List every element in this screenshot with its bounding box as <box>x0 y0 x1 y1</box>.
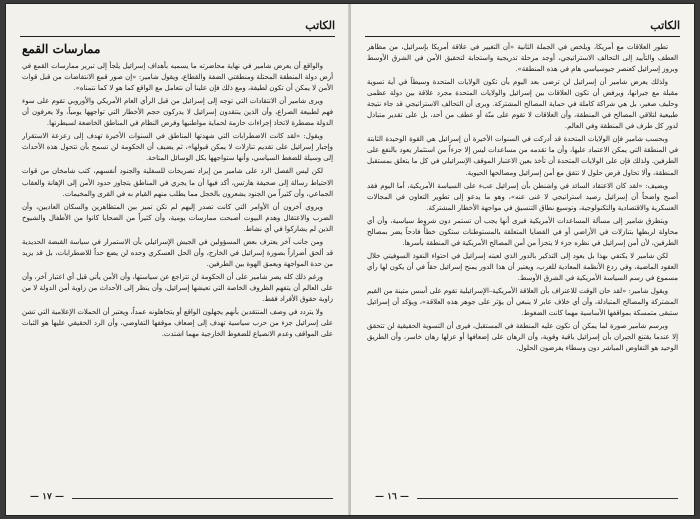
page-number: — ١٦ — <box>375 492 409 502</box>
paragraph: تطور العلاقات مع أمريكا، ويلخص في الجملة الثانية «أن التغيير في علاقة أمريكا بإسرائيل، من مظاهر العطف والتأييد إلى التحالف الاستراتيجي، أوجد مرحلة تدريجية واستجابة لتحقيق الأمن في الشرق الأوسط وبروز إسرائيل كعنصر جيوسياسي هام في هذه المنطقة». <box>367 43 678 74</box>
paragraph: ويرى شامير أن الانتقادات التي توجه إلى إسرائيل من قبل الرأي العام الأمريكي والأوروبي تقوم على سوء فهم لطبيعة الصراع، وأن الذين ينتقدون إسرائيل لا يدركون حجم الأخطار التي تواجهها يومياً، ولا يعرفون أن الدولة مضطرة لاتخاذ إجراءات حازمة لحماية مواطنيها وفرض النظام في المناطق الخاضعة لسيطرتها. <box>22 97 333 128</box>
paragraph: لكن شامير لا يكتفي بهذا بل يعود إلى التذكير بالدور الذي لعبته إسرائيل في احتواء النفوذ السوفيتي خلال العقود الماضية، وفي ردع الأنظمة المعادية للغرب، ويعتبر أن هذا الدور يمنح إسرائيل حقاً في أن يكون لها رأي مسموع في رسم السياسة الأمريكية في الشرق الأوسط. <box>367 251 678 282</box>
page-footer <box>22 492 333 504</box>
paragraph: ورغم ذلك كله يصر شامير على أن الحكومة لن تتراجع عن سياستها، وأن الأمن يأتي قبل أي اعتبار آخر، وأن على العالم أن يتفهم الظروف الخاصة التي تعيشها إسرائيل، وأن ينظر إلى الأحداث من زاوية أمن الدولة لا من زاوية حقوق الأفراد فقط. <box>22 272 333 303</box>
paragraph: ويقول شامير: «لقد حان الوقت للاعتراف بأن العلاقة الأمريكية–الإسرائيلية تقوم على أسس متينة من القيم المشتركة والمصالح المتبادلة، وأن أي خلاف عابر لا ينبغي أن يؤثر على جوهر هذه العلاقة»، ويؤكد أن إسرائيل ستبقى متمسكة بمواقفها الأساسية مهما كانت الضغوط. <box>367 286 678 318</box>
paragraph: والواقع أن يعرض شامير في نهاية محاضرته ما يسميه بأهداف إسرائيل يلجأ إلى تبرير ممارسات القمع في أرض دولة المنطقة المحتلة ومنطقتي الضفة والقطاع، ويقول شامير: «إن صور قمع الانتفاضات من قبل قوات الأمن لا يمكن أن تكون لطيفة، ومع ذلك فإن علينا أن نتعامل مع الواقع كما هو لا كما نتمناه». <box>22 62 333 93</box>
page-footer <box>367 492 678 504</box>
footer-rule <box>72 498 333 499</box>
running-head <box>20 18 335 37</box>
book-spread <box>6 4 694 515</box>
paragraph: ويروي آخرون أن الأوامر التي كانت تصدر إليهم لم تكن تميز بين المتظاهرين والسكان العاديين، وأن الضرب والاعتقال وهدم البيوت أصبحت ممارسات يومية، وأن كثيراً من الضحايا كانوا من الأطفال والشيوخ الذين لم يشاركوا في أي نشاط. <box>22 202 333 233</box>
paragraph: وبحسب شامير فإن الولايات المتحدة قد أدركت في السنوات الأخيرة أن إسرائيل هي القوة الوحيدة الثابتة في المنطقة التي يمكن الاعتماد عليها، وأن ما تقدمه من مساعدات ليس إلا جزءاً من استثمار يعود بالنفع على الطرفين. ولذلك فإن على الولايات المتحدة أن تأخذ بعين الاعتبار الموقف الإسرائيلي في كل ما يتعلق بمستقبل المنطقة، وألا تحاول فرض حلول لا تتفق مع أمن إسرائيل ومصالحها الحيوية. <box>367 135 678 177</box>
page-body <box>22 42 333 485</box>
paragraph: ويتطرق شامير إلى مسألة المساعدات الأمريكية فيرى أنها يجب أن تستمر دون شروط سياسية، وأن أي محاولة لربطها بتنازلات في الأراضي أو في القضايا المتعلقة بالمستوطنات ستكون خطأً فادحاً يضر بمصالح الطرفين، لأن أمن إسرائيل في نظره جزء لا يتجزأ من أمن المصالح الأمريكية في المنطقة بأسرها. <box>367 216 678 247</box>
page-number: — ١٧ — <box>30 492 64 502</box>
paragraph: ويقول: «لقد كانت الاضطرابات التي شهدتها المناطق في السنوات الأخيرة تهدف إلى زعزعة الاستقرار وإجبار إسرائيل على تقديم تنازلات لا يمكن قبولها»، ثم يضيف أن الحكومة لن تسمح بأن تتحول هذه الأحداث إلى وسيلة للضغط السياسي، وأنها ستواجهها بكل الوسائل المتاحة. <box>22 132 333 163</box>
page-body <box>367 42 678 485</box>
footer-rule <box>417 498 678 499</box>
paragraph: ولا يتردد في وصف المنتقدين بأنهم يجهلون الواقع أو يتجاهلونه عمداً، ويعتبر أن الحملات الإعلامية التي تشن على إسرائيل جزء من حرب سياسية تهدف إلى إضعاف موقفها التفاوضي، وأن الرد الحقيقي عليها هو الثبات على المواقف وعدم الانصياع للضغوط الخارجية مهما اشتدت. <box>22 308 333 339</box>
section-title: ممارسات القمع <box>22 42 101 56</box>
left-page <box>6 4 350 515</box>
paragraph: ولذلك يعرض شامير أن إسرائيل لن ترضى بعد اليوم بأن تكون الولايات المتحدة وسيطاً في أية تسوية مقبلة مع جيرانها، ويرفض أن تكون العلاقات بين إسرائيل والولايات المتحدة مجرد علاقة بين دولة عظمى وحليف صغير، بل هي شراكة كاملة في حماية المصالح المشتركة. ويرى أن التحالف الاستراتيجي قد جاء نتيجة طبيعية لتلاقي المصالح في المنطقة، وأن العلاقات لا تقوم على منّة أو عطف من أحد، بل على تقدير متبادل لدور كل طرف في المنطقة وفي العالم. <box>367 78 678 131</box>
running-head <box>365 18 680 37</box>
paragraph: ومن جانب آخر يعترف بعض المسؤولين في الجيش الإسرائيلي بأن الاستمرار في سياسة القبضة الحديدية قد ألحق أضراراً بصورة إسرائيل في الخارج، وأن الحل العسكري وحده لن يضع حداً للاضطرابات، بل قد يزيد من حدة المواجهة ويعمق الهوة بين الطرفين. <box>22 237 333 268</box>
paragraph: وبرسم شامير صورة لما يمكن أن تكون عليه المنطقة في المستقبل، فيرى أن التسوية الحقيقية لن تتحقق إلا عندما يقتنع الجيران بأن إسرائيل باقية وقوية، وأن الرهان على إضعافها أو عزلها رهان خاسر، وأن الطريق الوحيد هو التفاوض المباشر دون وسطاء يفرضون الحلول. <box>367 322 678 353</box>
right-page <box>351 4 694 515</box>
running-head-title: الكاتب <box>305 19 335 32</box>
paragraph: لكن ليس الفصل الرد على شامير من إيراد تصريحات للسفلية والجنود أنفسهم، كتب شامخان من قوات الاحتياط رسالة إلى صحيفة هارتس، أكد فيها أن ما يجري في المناطق يتجاوز حدود الأمن إلى الإهانة والعقاب الجماعي، وأن كثيراً من الجنود يشعرون بالخجل مما يطلب منهم القيام به في القرى والمخيمات. <box>22 167 333 198</box>
running-head-title: الكاتب <box>650 19 680 32</box>
paragraph: ويضيف: «لقد كان الاعتقاد السائد في واشنطن بأن إسرائيل عبء على السياسة الأمريكية، أما اليوم فقد أصبح واضحاً أن إسرائيل رصيد استراتيجي لا غنى عنه»، وهو ما يدعو إلى تطوير التعاون في المجالات العسكرية والاقتصادية والتكنولوجية، وتوسيع نطاق التنسيق في مواجهة الأخطار المشتركة. <box>367 181 678 212</box>
